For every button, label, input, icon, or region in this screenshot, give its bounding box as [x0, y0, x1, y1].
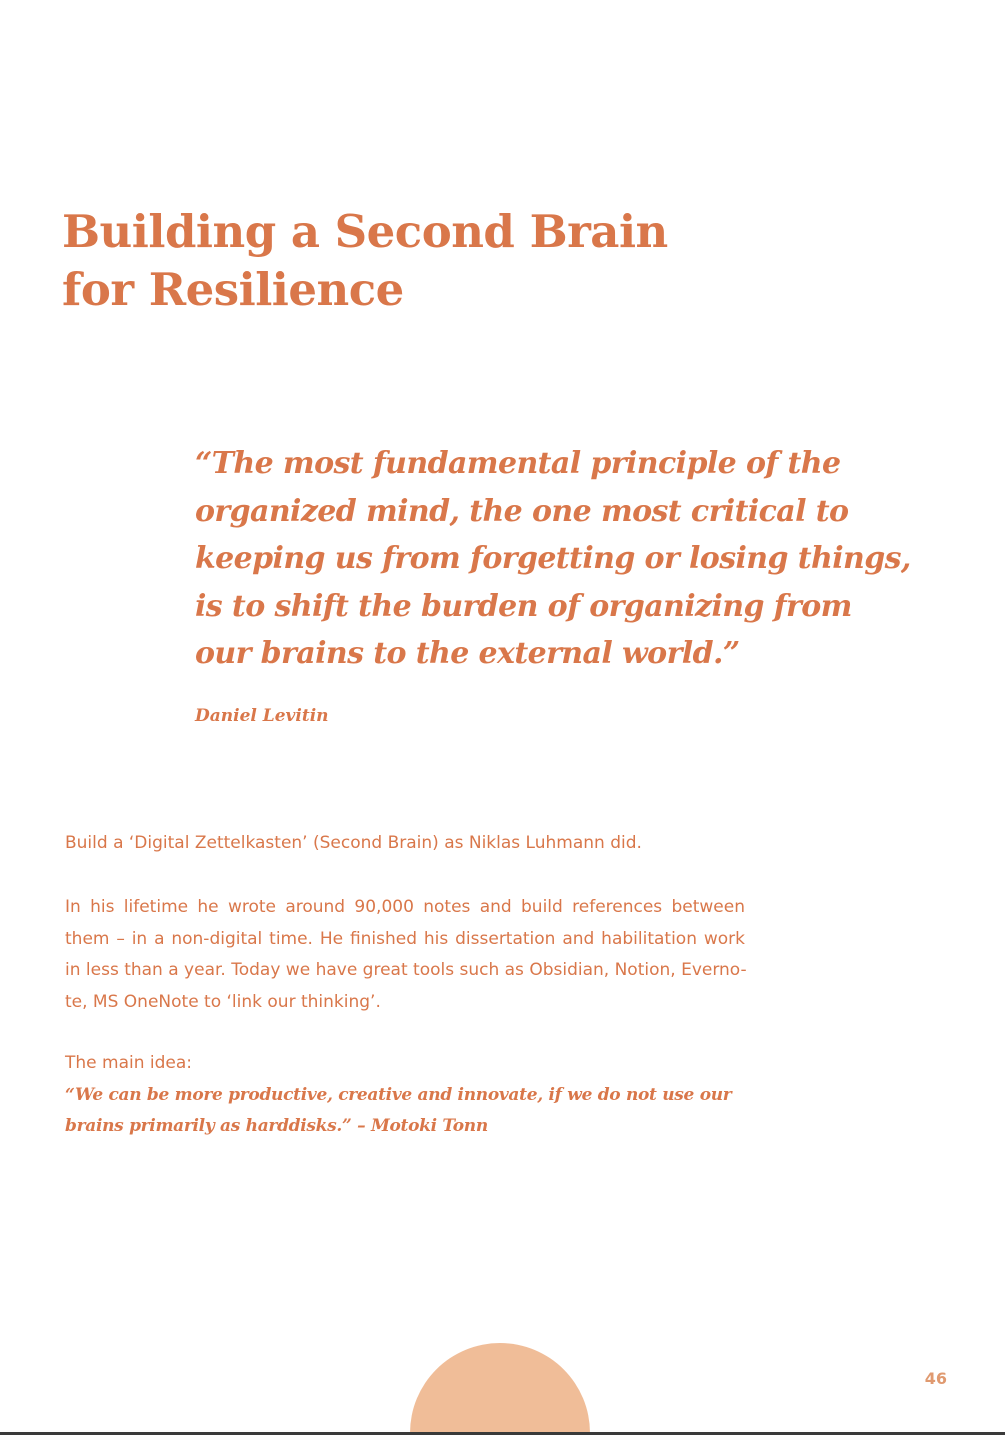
- main-idea-quote-line: brains primarily as harddisks.” – Motoki Tonn: [65, 1116, 488, 1136]
- body-paragraph-2-line: them – in a non-digital time. He finished his dissertation and habilitation work: [65, 928, 745, 949]
- body-paragraph-2-line: in less than a year. Today we have great tools such as Obsidian, Notion, Everno-: [65, 960, 747, 980]
- pull-quote-line: keeping us from forgetting or losing things,: [195, 541, 911, 576]
- body-paragraph-2-line: In his lifetime he wrote around 90,000 notes and build references between: [65, 897, 745, 917]
- pull-quote-line: organized mind, the one most critical to: [195, 493, 849, 529]
- quote-author: Daniel Levitin: [195, 706, 329, 726]
- main-idea-quote-line: “We can be more productive, creative and innovate, if we do not use our: [65, 1084, 732, 1105]
- page-number: 46: [924, 1369, 947, 1388]
- body-paragraph-2: [65, 892, 745, 1018]
- pull-quote-line: is to shift the burden of organizing from: [195, 588, 852, 624]
- page-title-line-2: for Resilience: [62, 263, 404, 316]
- pull-quote-line: “The most fundamental principle of the: [195, 446, 841, 481]
- main-idea-label: The main idea:: [65, 1053, 193, 1073]
- page-title: [62, 203, 762, 319]
- main-idea-section: [65, 1048, 745, 1143]
- body-paragraph-2-line: te, MS OneNote to ‘link our thinking’.: [65, 991, 381, 1012]
- page-title-line-1: Building a Second Brain: [62, 205, 668, 258]
- pull-quote: [195, 440, 911, 678]
- body-paragraph-1-text: Build a ‘Digital Zettelkasten’ (Second Brain) as Niklas Luhmann did.: [65, 833, 642, 853]
- body-paragraph-1: [65, 828, 745, 860]
- decorative-circle: [410, 1343, 590, 1435]
- pull-quote-line: our brains to the external world.”: [195, 636, 740, 671]
